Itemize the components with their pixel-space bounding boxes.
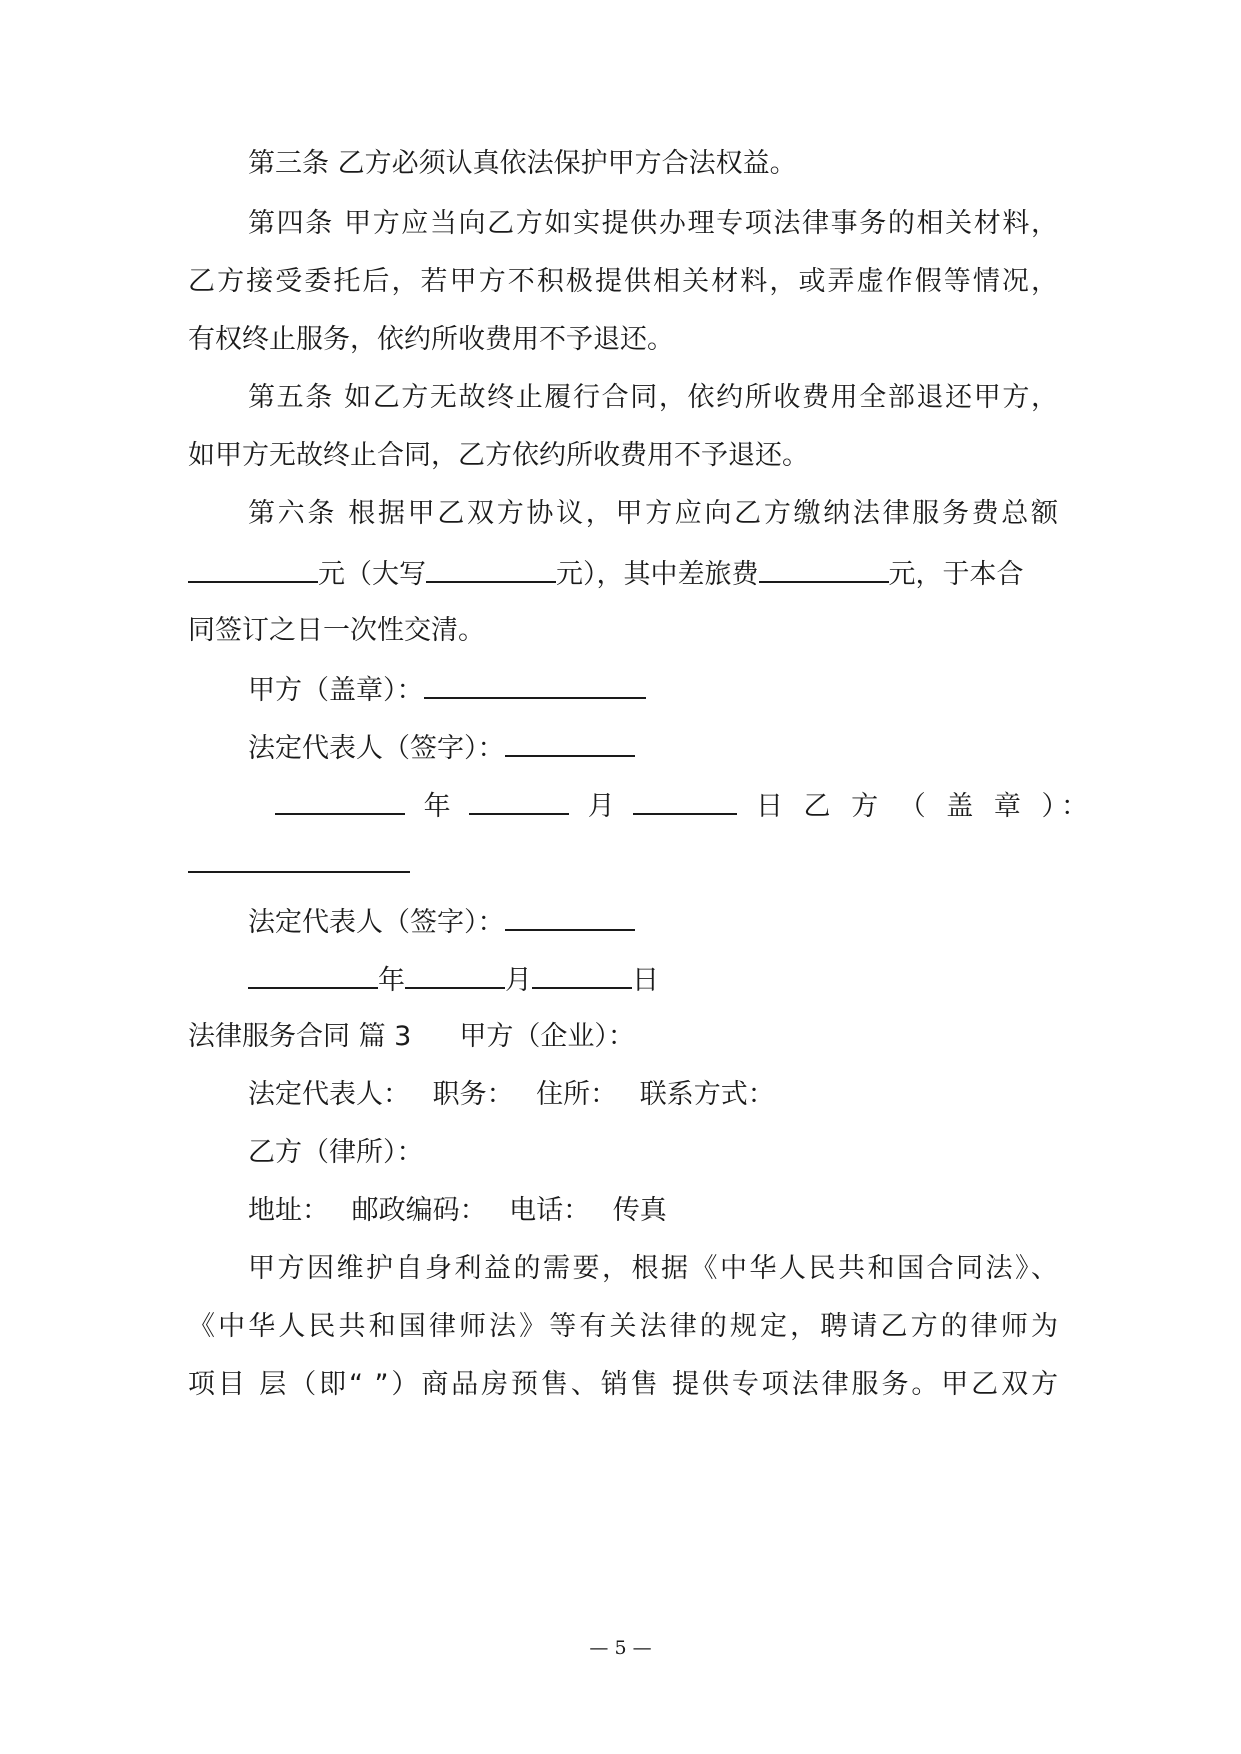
article-6-fee-line — [188, 555, 1058, 593]
legal-rep-sign-line-2 — [248, 903, 1058, 941]
fee-text-3: 元，于本合 — [888, 559, 1024, 590]
month-label-1: 月 — [587, 791, 615, 822]
party-a-seal-line — [248, 671, 1058, 709]
legal-rep-sign-label-1: 法定代表人（签字）： — [248, 733, 505, 764]
date-party-b-line — [275, 787, 1094, 825]
day-party-b-label: 日 乙 方 （ 盖 章 ）： — [755, 791, 1094, 822]
legal-rep-sign-label-2: 法定代表人（签字）： — [248, 907, 505, 938]
article-3-line: 第三条 乙方必须认真依法保护甲方合法权益。 — [248, 148, 797, 179]
article-6-line-1: 第六条 根据甲乙双方协议，甲方应向乙方缴纳法律服务费总额 — [248, 498, 1058, 529]
month-blank-2[interactable] — [405, 961, 505, 989]
article-4-line-1: 第四条 甲方应当向乙方如实提供办理专项法律事务的相关材料， — [248, 208, 1058, 239]
fee-text-2: 元），其中差旅费 — [556, 559, 759, 590]
preamble-line-3: 项目 层（即“ ”）商品房预售、销售 提供专项法律服务。甲乙双方 — [188, 1369, 1058, 1400]
section-title: 法律服务合同 篇 3 — [188, 1021, 412, 1052]
legal-rep-sign-blank-1[interactable] — [505, 729, 635, 757]
article-4-line-3: 有权终止服务，依约所收费用不予退还。 — [188, 324, 674, 355]
party-a-seal-label: 甲方（盖章）： — [248, 675, 424, 706]
year-label-1: 年 — [423, 791, 451, 822]
year-label-2: 年 — [378, 965, 405, 996]
section-party-a: 甲方（企业）： — [459, 1021, 635, 1052]
date-final-line — [248, 961, 1058, 999]
fee-text-1: 元（大写 — [318, 559, 426, 590]
party-a-seal-blank[interactable] — [424, 671, 646, 699]
party-b-seal-line — [188, 845, 1058, 883]
party-b-seal-blank[interactable] — [188, 845, 410, 873]
party-b-contact-line: 地址： 邮政编码： 电话： 传真 — [248, 1195, 667, 1226]
article-5-line-2: 如甲方无故终止合同，乙方依约所收费用不予退还。 — [188, 440, 809, 471]
preamble-line-1: 甲方因维护自身利益的需要，根据《中华人民共和国合同法》、 — [248, 1253, 1058, 1284]
section-heading-line — [188, 1019, 1058, 1055]
day-blank-1[interactable] — [633, 787, 737, 815]
preamble-line-2: 《中华人民共和国律师法》等有关法律的规定，聘请乙方的律师为 — [188, 1311, 1058, 1342]
fee-total-blank[interactable] — [188, 555, 318, 583]
party-a-info-line: 法定代表人： 职务： 住所： 联系方式： — [248, 1079, 775, 1110]
article-4-line-2: 乙方接受委托后，若甲方不积极提供相关材料，或弄虚作假等情况， — [188, 266, 1058, 297]
month-label-2: 月 — [505, 965, 532, 996]
year-blank-2[interactable] — [248, 961, 378, 989]
day-label-2: 日 — [632, 965, 659, 996]
article-6-line-3: 同签订之日一次性交清。 — [188, 615, 485, 646]
party-b-line: 乙方（律所）： — [248, 1137, 424, 1168]
fee-uppercase-blank[interactable] — [426, 555, 556, 583]
month-blank-1[interactable] — [469, 787, 569, 815]
day-blank-2[interactable] — [532, 961, 632, 989]
year-blank-1[interactable] — [275, 787, 405, 815]
page-number: — 5 — — [589, 1637, 652, 1659]
legal-rep-sign-line-1 — [248, 729, 1058, 767]
legal-rep-sign-blank-2[interactable] — [505, 903, 635, 931]
travel-fee-blank[interactable] — [759, 555, 889, 583]
article-5-line-1: 第五条 如乙方无故终止履行合同，依约所收费用全部退还甲方， — [248, 382, 1058, 413]
